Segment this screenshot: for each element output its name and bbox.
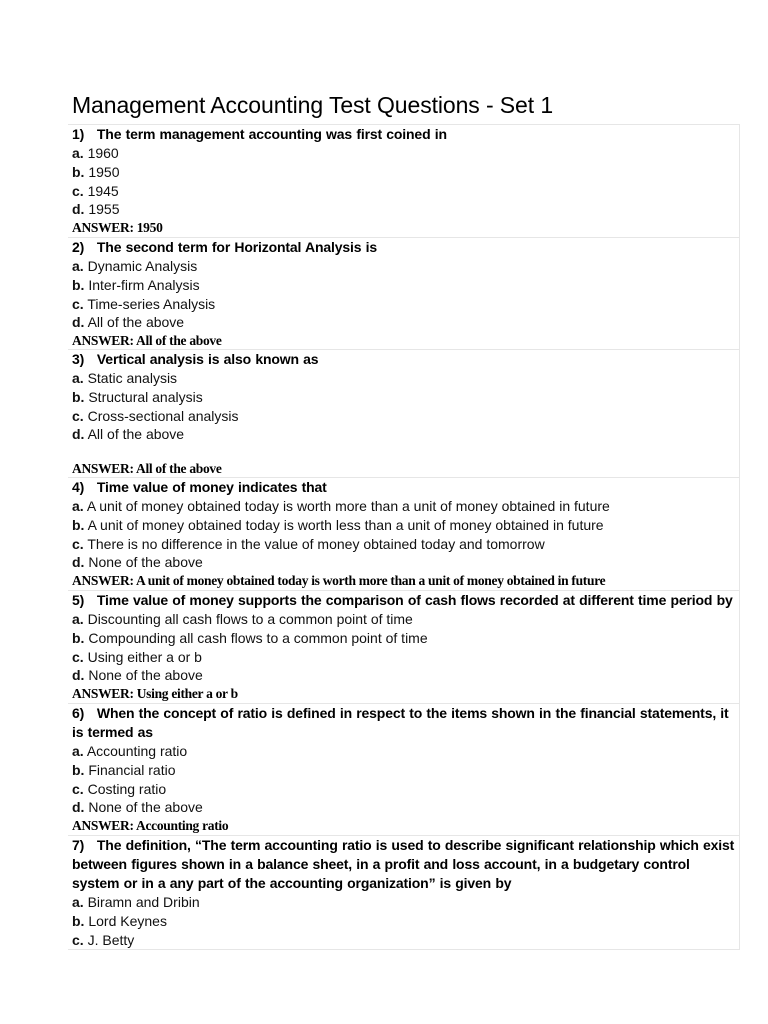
option-a: a. Biramn and Dribin xyxy=(72,894,200,910)
option-a: a. Dynamic Analysis xyxy=(72,258,198,274)
option-c: c. 1945 xyxy=(72,182,119,199)
answer-line: ANSWER: All of the above xyxy=(72,333,222,349)
option-d: d. 1955 xyxy=(72,201,120,218)
answer-line: ANSWER: Accounting ratio xyxy=(72,818,229,834)
option-d: d. All of the above xyxy=(72,314,185,331)
question-text: 1) The term management accounting was first coined in xyxy=(72,126,447,142)
option-c: c. There is no difference in the value of money obtained today and tomorrow xyxy=(72,535,545,552)
option-c: c. Costing ratio xyxy=(72,780,167,797)
question-block-2 xyxy=(68,237,740,350)
question-text: 3) Vertical analysis is also known as xyxy=(72,351,319,367)
option-b: b. A unit of money obtained today is worth less than a unit of money obtained in future xyxy=(72,516,604,533)
option-a: a. Accounting ratio xyxy=(72,743,188,759)
answer-line: ANSWER: Using either a or b xyxy=(72,686,238,702)
answer-line: ANSWER: All of the above xyxy=(72,461,222,477)
option-b: b. Structural analysis xyxy=(72,388,203,405)
question-text: 2) The second term for Horizontal Analysis is xyxy=(72,239,378,255)
question-block-7 xyxy=(68,835,740,950)
option-d: d. None of the above xyxy=(72,799,203,816)
option-b: b. 1950 xyxy=(72,163,120,180)
option-b: b. Financial ratio xyxy=(72,761,176,778)
question-text: 6) When the concept of ratio is defined in respect to the items shown in the financial statements, it is termed as xyxy=(72,705,729,740)
option-c: c. Cross-sectional analysis xyxy=(72,407,239,424)
option-b: b. Inter-firm Analysis xyxy=(72,276,200,293)
option-d: d. None of the above xyxy=(72,554,203,571)
option-b: b. Lord Keynes xyxy=(72,912,167,929)
option-a: a. 1960 xyxy=(72,145,119,161)
option-c: c. Time-series Analysis xyxy=(72,295,216,312)
option-d: d. All of the above xyxy=(72,426,185,443)
question-block-4 xyxy=(68,477,740,590)
option-a: a. A unit of money obtained today is worth more than a unit of money obtained in future xyxy=(72,498,610,514)
answer-line: ANSWER: A unit of money obtained today is worth more than a unit of money obtained in future xyxy=(72,573,606,589)
question-block-6 xyxy=(68,703,740,835)
spacer xyxy=(72,444,739,460)
question-block-3 xyxy=(68,349,740,478)
option-c: c. J. Betty xyxy=(72,931,135,948)
option-a: a. Discounting all cash flows to a common point of time xyxy=(72,611,413,627)
option-d: d. None of the above xyxy=(72,667,203,684)
answer-line: ANSWER: 1950 xyxy=(72,220,163,236)
option-a: a. Static analysis xyxy=(72,370,178,386)
question-text: 4) Time value of money indicates that xyxy=(72,479,327,495)
page-title: Management Accounting Test Questions - Set 1 xyxy=(72,92,554,118)
question-text: 5) Time value of money supports the comparison of cash flows recorded at different time period by xyxy=(72,592,733,608)
option-c: c. Using either a or b xyxy=(72,648,202,665)
option-b: b. Compounding all cash flows to a common point of time xyxy=(72,629,428,646)
question-block-1 xyxy=(68,124,740,237)
question-text: 7) The definition, “The term accounting ratio is used to describe significant relationship which exist between figures shown in a balance sheet, in a profit and loss account, in a budgetary control system or in a any part of the accounting organization” is given by xyxy=(72,837,735,891)
question-block-5 xyxy=(68,590,740,703)
